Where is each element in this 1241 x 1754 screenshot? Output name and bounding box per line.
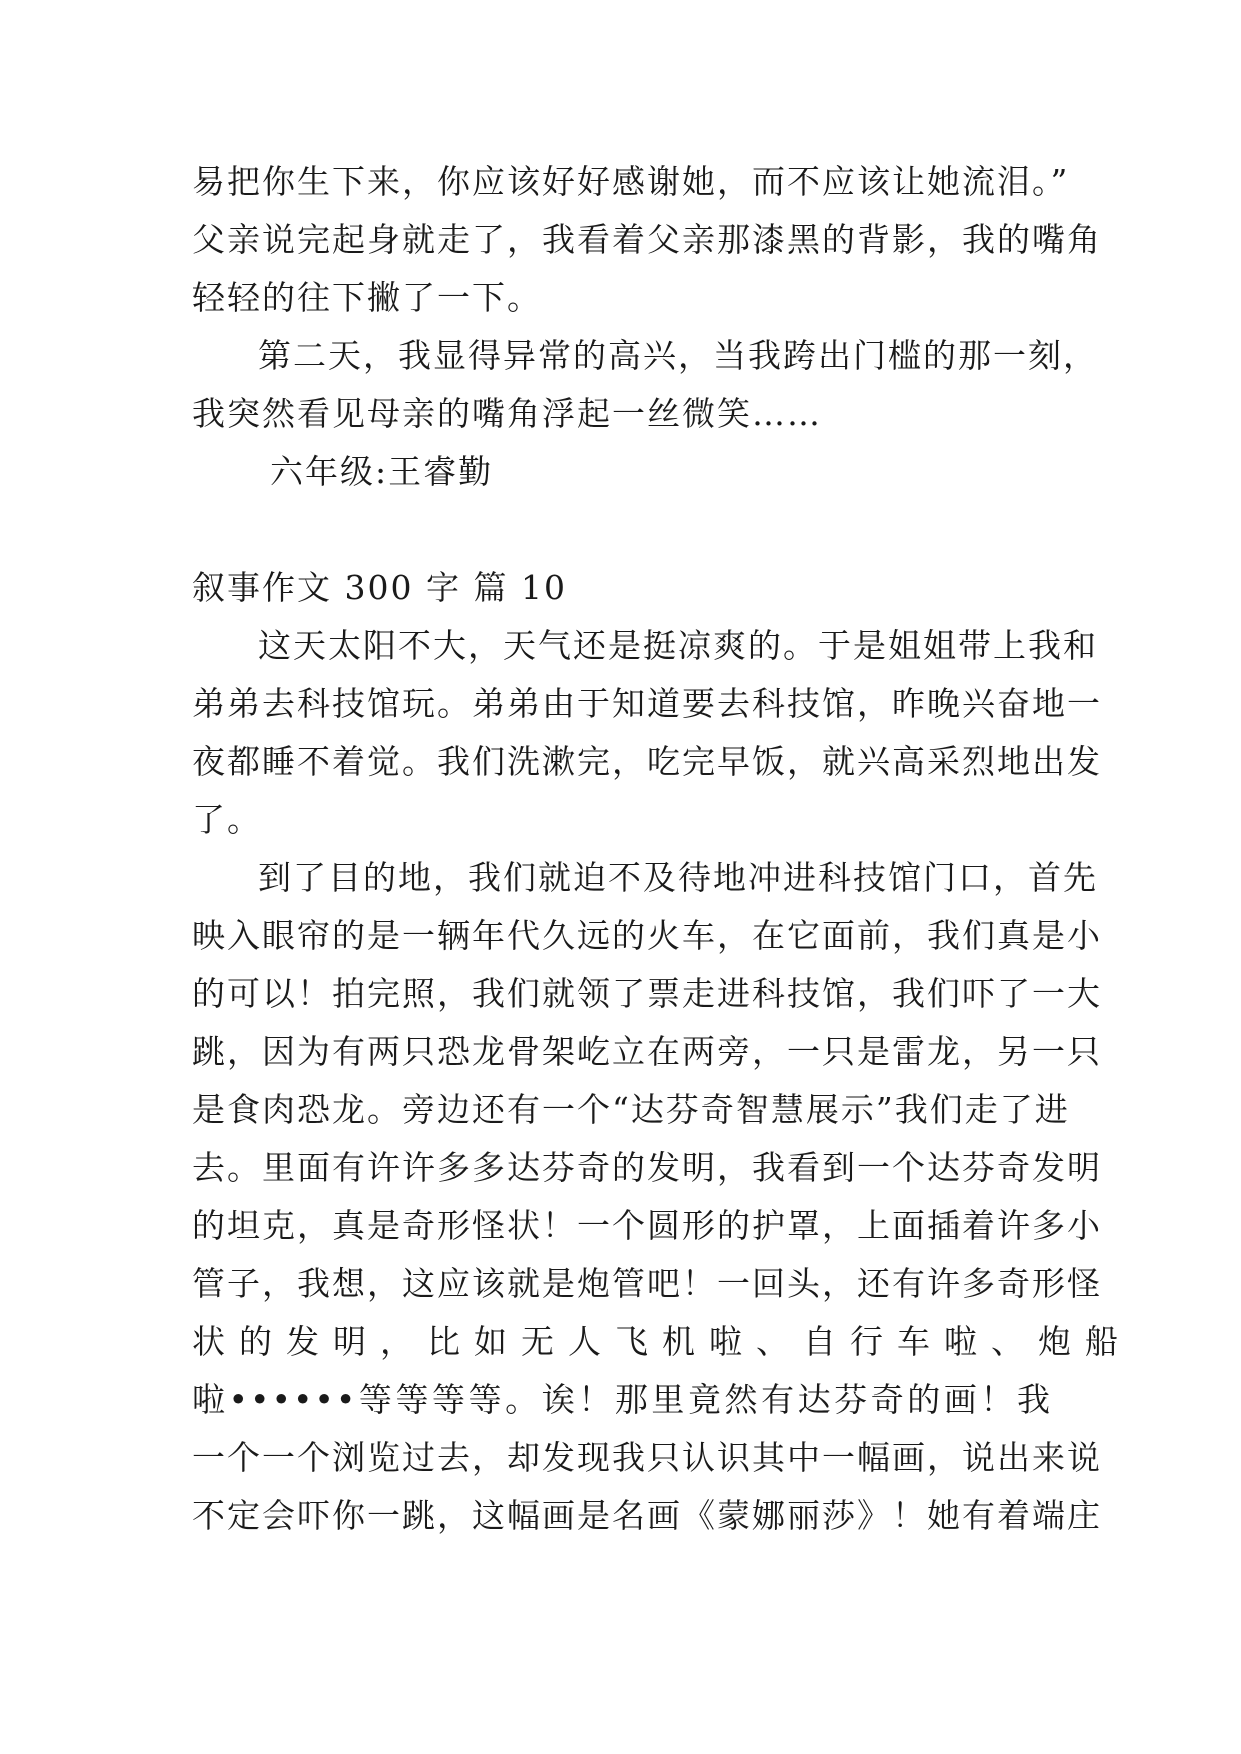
text-line: 父亲说完起身就走了，我看着父亲那漆黑的背影，我的嘴角 xyxy=(192,220,1102,259)
text-line: 一个一个浏览过去，却发现我只认识其中一幅画，说出来说 xyxy=(192,1438,1102,1477)
text-line: 了。 xyxy=(192,800,262,839)
text-line: 第二天，我显得异常的高兴，当我跨出门槛的那一刻， xyxy=(258,336,1098,375)
text-line: 夜都睡不着觉。我们洗漱完，吃完早饭，就兴高采烈地出发 xyxy=(192,742,1102,781)
author-signature: 六年级:王睿勤 xyxy=(270,452,494,491)
text-line: 啦••••••等等等等。诶！那里竟然有达芬奇的画！我 xyxy=(192,1380,1052,1419)
text-line: 到了目的地，我们就迫不及待地冲进科技馆门口，首先 xyxy=(258,858,1098,897)
text-line: 管子，我想，这应该就是炮管吧！一回头，还有许多奇形怪 xyxy=(192,1264,1102,1303)
text-line: 去。里面有许许多多达芬奇的发明，我看到一个达芬奇发明 xyxy=(192,1148,1102,1187)
text-line: 轻轻的往下撇了一下。 xyxy=(192,278,542,317)
text-line: 这天太阳不大，天气还是挺凉爽的。于是姐姐带上我和 xyxy=(258,626,1098,665)
text-line: 是食肉恐龙。旁边还有一个“达芬奇智慧展示”我们走了进 xyxy=(192,1090,1070,1129)
text-line: 映入眼帘的是一辆年代久远的火车，在它面前，我们真是小 xyxy=(192,916,1102,955)
text-line: 易把你生下来，你应该好好感谢她，而不应该让她流泪。” xyxy=(192,162,1070,201)
text-line: 的坦克，真是奇形怪状！一个圆形的护罩，上面插着许多小 xyxy=(192,1206,1102,1245)
text-line: 弟弟去科技馆玩。弟弟由于知道要去科技馆，昨晚兴奋地一 xyxy=(192,684,1102,723)
text-line: 跳，因为有两只恐龙骨架屹立在两旁，一只是雷龙，另一只 xyxy=(192,1032,1102,1071)
text-line: 不定会吓你一跳，这幅画是名画《蒙娜丽莎》！她有着端庄 xyxy=(192,1496,1102,1535)
text-line: 状的发明，比如无人飞机啦、自行车啦、炮船 xyxy=(192,1322,1132,1361)
text-line: 的可以！拍完照，我们就领了票走进科技馆，我们吓了一大 xyxy=(192,974,1102,1013)
section-heading: 叙事作文 300 字 篇 10 xyxy=(192,568,567,607)
text-line: 我突然看见母亲的嘴角浮起一丝微笑…… xyxy=(192,394,822,433)
